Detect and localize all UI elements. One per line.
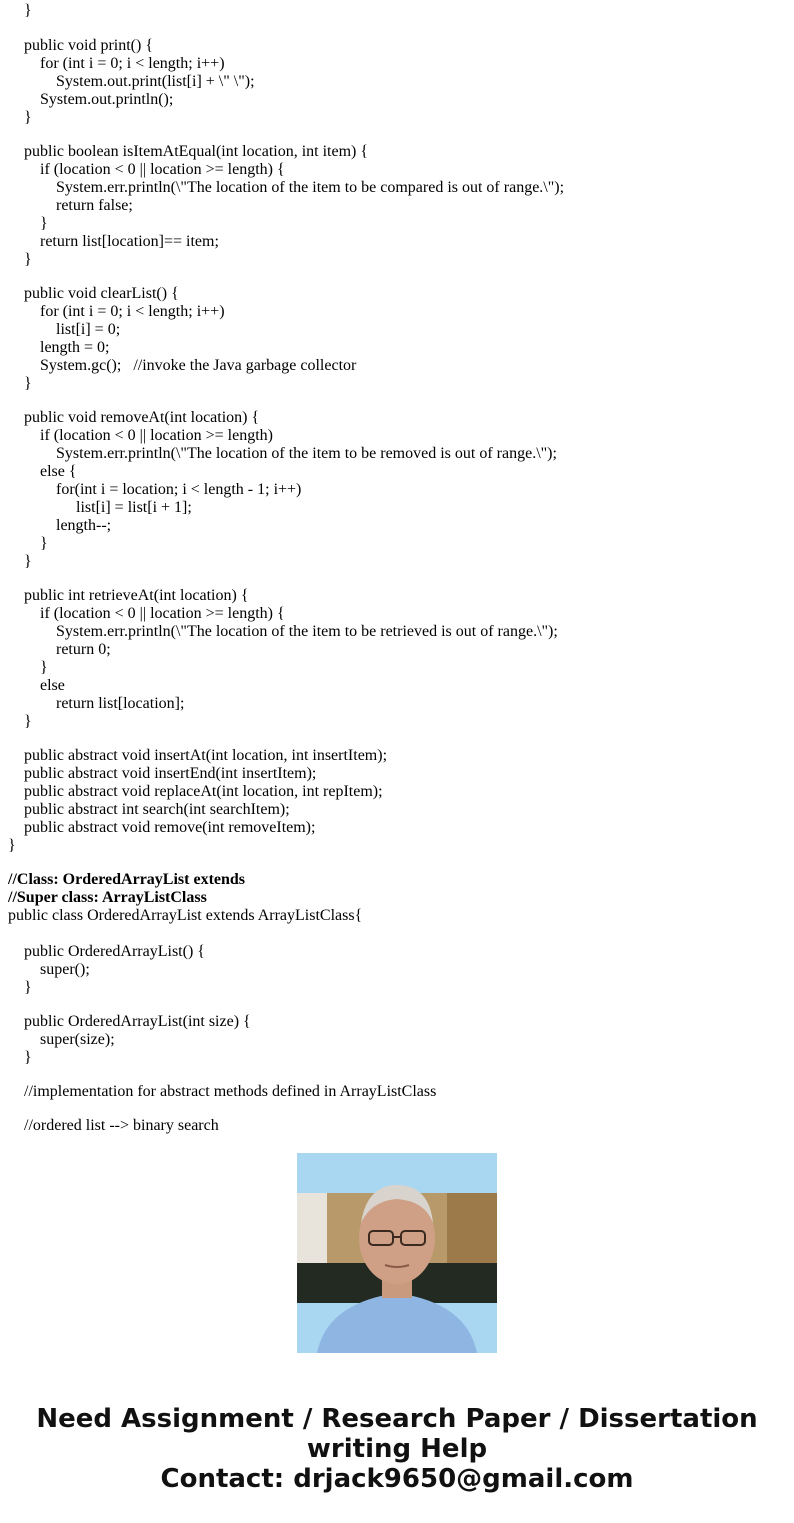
code-line: length--; — [8, 517, 112, 534]
code-line: public int retrieveAt(int location) { — [8, 587, 249, 604]
code-line: } — [8, 1049, 32, 1066]
code-line: list[i] = 0; — [8, 321, 121, 338]
code-line: System.err.println(\"The location of the item to be compared is out of range.\"); — [8, 179, 565, 196]
code-line: public class OrderedArrayList extends ArrayListClass{ — [8, 907, 363, 924]
promo-banner — [0, 1404, 794, 1494]
promo-line-1: Need Assignment / Research Paper / Dissertation — [36, 1404, 758, 1434]
avatar — [297, 1153, 497, 1353]
promo-line-3: Contact: drjack9650@gmail.com — [160, 1464, 634, 1494]
code-line: } — [8, 215, 48, 232]
code-line: list[i] = list[i + 1]; — [8, 499, 192, 516]
code-line: System.err.println(\"The location of the item to be removed is out of range.\"); — [8, 445, 557, 462]
code-line: System.err.println(\"The location of the item to be retrieved is out of range.\"); — [8, 623, 558, 640]
code-line: } — [8, 109, 32, 126]
code-line: } — [8, 375, 32, 392]
code-line: } — [8, 837, 16, 854]
code-line: if (location < 0 || location >= length) { — [8, 161, 285, 178]
code-line: } — [8, 553, 32, 570]
code-line: else — [8, 677, 65, 694]
code-line: //ordered list --> binary search — [8, 1117, 219, 1134]
code-line: for(int i = location; i < length - 1; i++) — [8, 481, 302, 498]
code-line: public abstract void remove(int removeItem); — [8, 819, 316, 836]
code-line: } — [8, 251, 32, 268]
promo-line-2: writing Help — [306, 1434, 488, 1464]
code-line: return 0; — [8, 641, 111, 658]
code-line: //Super class: ArrayListClass — [8, 889, 207, 906]
code-line: length = 0; — [8, 339, 110, 356]
code-line: public OrderedArrayList() { — [8, 943, 205, 960]
code-line: public abstract void insertAt(int location, int insertItem); — [8, 747, 388, 764]
code-line: public boolean isItemAtEqual(int location, int item) { — [8, 143, 369, 160]
code-line: public void removeAt(int location) { — [8, 409, 260, 426]
code-line: super(size); — [8, 1031, 115, 1048]
code-line: } — [8, 535, 48, 552]
code-line: return list[location]== item; — [8, 233, 219, 250]
code-line: } — [8, 979, 32, 996]
code-line: public abstract void replaceAt(int location, int repItem); — [8, 783, 383, 800]
code-line: public void print() { — [8, 37, 153, 54]
code-line: public abstract int search(int searchItem); — [8, 801, 290, 818]
code-line: System.out.print(list[i] + \" \"); — [8, 73, 255, 90]
code-line: //Class: OrderedArrayList extends — [8, 871, 246, 888]
code-line: public void clearList() { — [8, 285, 179, 302]
portrait-image — [297, 1153, 497, 1353]
code-line: } — [8, 713, 32, 730]
code-line: System.out.println(); — [8, 91, 174, 108]
code-line: for (int i = 0; i < length; i++) — [8, 303, 225, 320]
code-line: if (location < 0 || location >= length) { — [8, 605, 285, 622]
code-line: } — [8, 2, 32, 19]
code-line: public OrderedArrayList(int size) { — [8, 1013, 251, 1030]
code-line: return list[location]; — [8, 695, 185, 712]
code-line: //implementation for abstract methods defined in ArrayListClass — [8, 1083, 437, 1100]
code-line: System.gc(); //invoke the Java garbage collector — [8, 357, 357, 374]
code-line: } — [8, 659, 48, 676]
code-line: for (int i = 0; i < length; i++) — [8, 55, 225, 72]
code-line: public abstract void insertEnd(int insertItem); — [8, 765, 317, 782]
code-line: else { — [8, 463, 77, 480]
code-line: return false; — [8, 197, 133, 214]
code-line: super(); — [8, 961, 90, 978]
code-line: if (location < 0 || location >= length) — [8, 427, 273, 444]
